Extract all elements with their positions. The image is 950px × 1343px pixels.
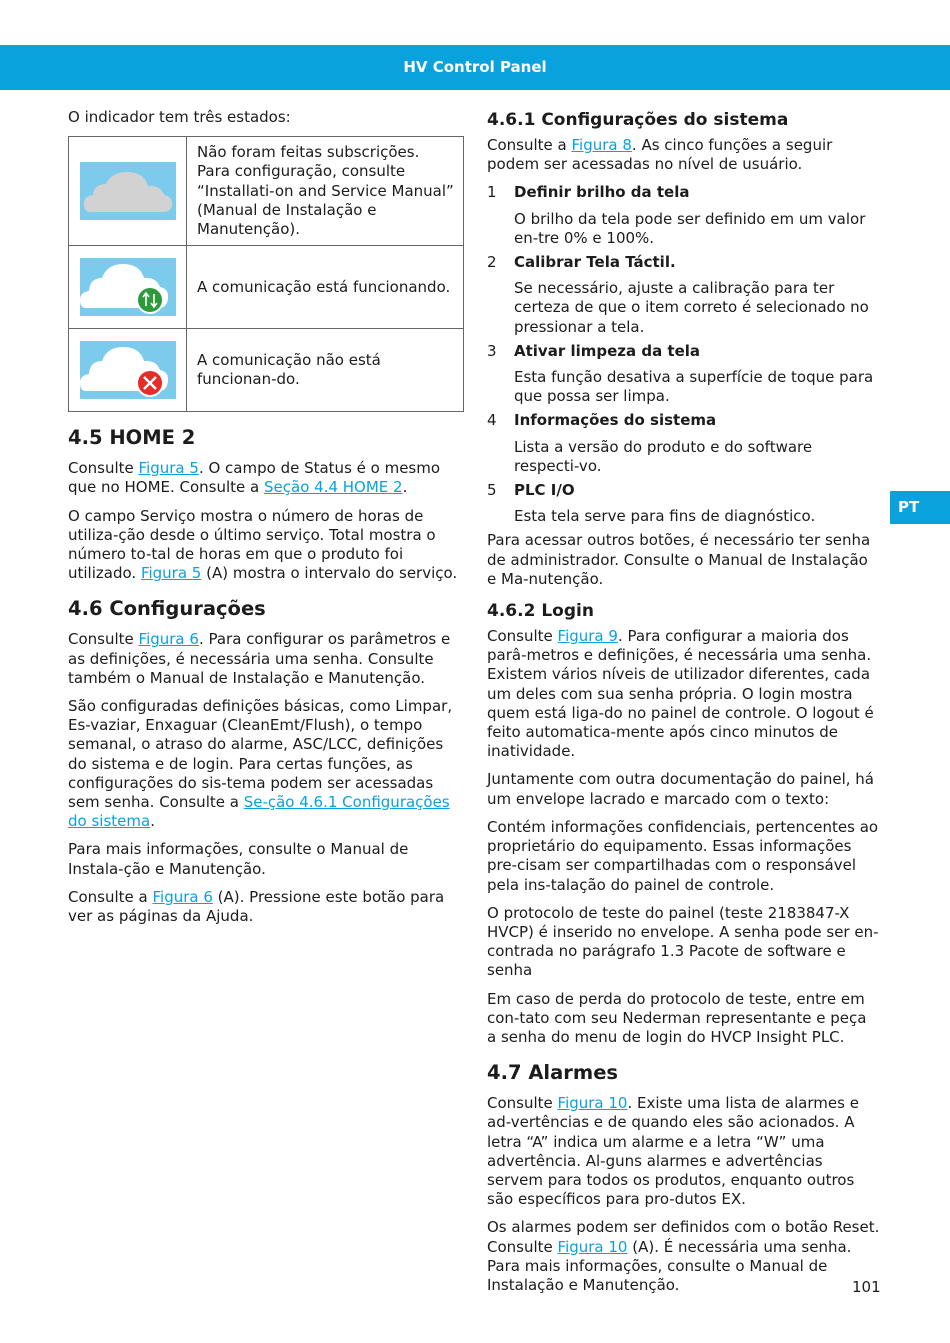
list-item: 4 Informações do sistema: [487, 411, 717, 430]
figure-link[interactable]: Figura 6: [138, 630, 199, 649]
figure-link[interactable]: Figura 9: [557, 627, 618, 646]
list-item-body: Esta função desativa a superfície de toque para que possa ser limpa.: [514, 368, 874, 406]
figure-link[interactable]: Figura 10: [557, 1094, 628, 1113]
cloud-arrows-icon: [80, 258, 176, 316]
function-list: [487, 183, 880, 526]
section-title: 4.5 HOME 2: [68, 426, 196, 450]
indicator-intro: O indicador tem três estados:: [68, 108, 291, 126]
section-title: 4.6 Configurações: [68, 597, 266, 621]
figure-link[interactable]: Figura 8: [571, 136, 632, 154]
section-link[interactable]: Se-ção 4.6.1 Configurações do sistema: [68, 793, 450, 831]
paragraph: Juntamente com outra documentação do painel, há um envelope lacrado e marcado com o texto:: [487, 770, 874, 808]
paragraph: Em caso de perda do protocolo de teste, entre em con-tato com seu Nederman representante e peça a senha do menu de login do HVCP Insight PLC.: [487, 989, 867, 1046]
section-title: 4.6.2 Login: [487, 601, 594, 622]
figure-link[interactable]: Figura 5: [138, 459, 199, 478]
table-row: [69, 246, 464, 329]
table-row: [69, 329, 464, 412]
figure-link[interactable]: Figura 5: [140, 564, 202, 583]
list-item-body: Esta tela serve para fins de diagnóstico.: [514, 507, 816, 526]
list-item-body: Se necessário, ajuste a calibração para ter certeza de que o item correto é selecionado no pressionar a tela.: [514, 279, 869, 336]
section-link[interactable]: Seção 4.4 HOME 2: [264, 478, 403, 497]
table-row: [69, 137, 464, 246]
left-column: [68, 108, 464, 935]
figure-link[interactable]: Figura 10: [557, 1237, 628, 1256]
section-title: 4.7 Alarmes: [487, 1061, 619, 1085]
paragraph: Para mais informações, consulte o Manual de Instala-ção e Manutenção.: [68, 840, 409, 878]
list-item-body: Lista a versão do produto e do software respecti-vo.: [514, 437, 813, 475]
paragraph: O campo Serviço mostra o número de horas de utiliza-ção desde o último serviço. Total mostra o número to-tal de horas em que o produto foi utilizado. Figura 5 (A) mostra o intervalo do serviço.: [68, 506, 458, 583]
list-item-body: O brilho da tela pode ser definido em um valor en-tre 0% e 100%.: [514, 209, 866, 247]
paragraph: Consulte Figura 10. Existe uma lista de alarmes e ad-vertências e de quando eles são acionados. A letra “A” indica um alarme e a letra “W” uma advertência. Al-guns alarmes e advertências servem para todos os produtos, enquanto outros são específicos para pro-dutos EX.: [487, 1094, 859, 1209]
paragraph: Contém informações confidenciais, pertencentes ao proprietário do equipamento. Essas informações pre-cisam ser compartilhadas com o responsável pela ins-talação do painel de controle.: [487, 817, 879, 894]
section-title: 4.6.1 Configurações do sistema: [487, 110, 789, 130]
paragraph: São configuradas definições básicas, como Limpar, Es-vaziar, Enxaguar (CleanEmt/Flush), o tempo semanal, o atraso do alarme, ASC/LCC, definições do sistema e de login. Para certas funções, as configurações do sis-tema podem ser acessadas sem senha. Consulte a Se-ção 4.6.1 Configurações do sistema.: [68, 697, 453, 831]
header-title: HV Control Panel: [403, 58, 547, 76]
page-number: 101: [852, 1278, 881, 1296]
state-description: Não foram feitas subscrições. Para configuração, consulte “Installati-on and Service Manual” (Manual de Instalação e Manutenção).: [187, 137, 464, 246]
right-column: [487, 108, 880, 1304]
paragraph: Os alarmes podem ser definidos com o botão Reset. Consulte Figura 10 (A). É necessária uma senha. Para mais informações, consulte o Manual de Instalação e Manutenção.: [487, 1218, 880, 1294]
paragraph: Consulte a Figura 8. As cinco funções a seguir podem ser acessadas no nível de usuário.: [487, 136, 833, 174]
paragraph: O protocolo de teste do painel (teste 2183847-X HVCP) é inserido no envelope. A senha pode ser en-contrada no parágrafo 1.3 Pacote de software e senha: [487, 903, 879, 980]
list-item: 1 Definir brilho da tela: [487, 183, 690, 202]
state-description: A comunicação não está funcionan-do.: [187, 329, 464, 412]
cloud-error-icon: [80, 341, 176, 399]
paragraph: Consulte Figura 6. Para configurar os parâmetros e as definições, é necessária uma senha. Consulte também o Manual de Instalação e Manutenção.: [68, 630, 451, 687]
paragraph: Consulte a Figura 6 (A). Pressione este botão para ver as páginas da Ajuda.: [68, 887, 445, 926]
paragraph: Consulte Figura 9. Para configurar a maioria dos parâ-metros e definições, é necessária uma senha. Existem vários níveis de utilizador diferentes, cada um deles com sua senha própria. O login mostra quem está liga-do no painel de controle. O logout é feito automatica-mente após cinco minutos de inatividade.: [487, 627, 874, 761]
list-item: 2 Calibrar Tela Táctil.: [487, 253, 676, 272]
language-tab: PT: [890, 491, 950, 524]
indicator-states-table: [68, 136, 464, 412]
paragraph: Para acessar outros botões, é necessário ter senha de administrador. Consulte o Manual de Instalação e Ma-nutenção.: [487, 531, 871, 588]
state-description: A comunicação está funcionando.: [187, 246, 464, 329]
figure-link[interactable]: Figura 6: [152, 887, 213, 906]
paragraph: Consulte Figura 5. O campo de Status é o mesmo que no HOME. Consulte a Seção 4.4 HOME 2.: [68, 459, 441, 497]
page-header: [0, 45, 950, 90]
cloud-icon: [80, 162, 176, 220]
list-item: 5 PLC I/O: [487, 481, 575, 500]
list-item: 3 Ativar limpeza da tela: [487, 341, 701, 360]
